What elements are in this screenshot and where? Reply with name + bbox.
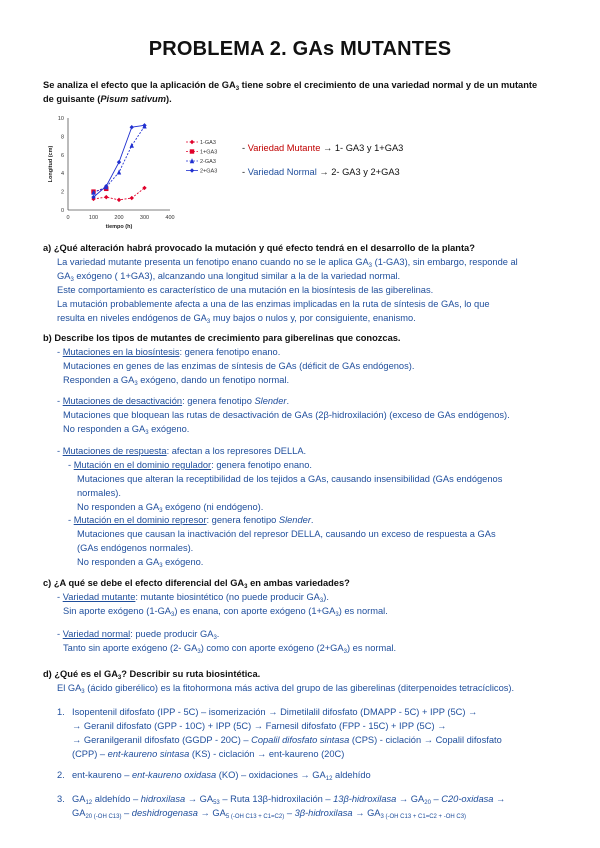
y-tick-label: 10 (57, 116, 64, 122)
y-tick-label: 8 (60, 134, 64, 141)
data-point-1-GA3 (104, 195, 108, 199)
answer-c-normal: - Variedad normal: puede producir $GA_3$. Tanto sin aporte exógeno (2- $GA_3$) como con aporte exógeno $(2+GA_3)$ es normal. (57, 629, 397, 655)
answer-b-regulador: - Mutación en el dominio regulador: genera fenotipo enano. Mutaciones que alteran la receptibilidad de los tejidos a GAs, causando insensibilidad (GAs endógenos normales). No responden a $GA_3$ exógeno (ni endógeno). (68, 460, 503, 514)
answer-d-intro: El $GA_3$ (ácido giberélico) es la fitohormona más activa del grupo de las giberelinas (diterpenoides tetracíclicos). (57, 683, 515, 695)
answer-d-step-3: 3. $GA_{12}$ aldehído – hidroxilasa → $GA_{53}$ – Ruta 13β-hidroxilación – 13β-hidroxilasa → $GA_{20}$ – C20-oxidasa → $GA_{20 (-OH C13)}$ – deshidrogenasa → $GA_{5 (-OH C13 + C1=C2)}$ – 3β-hidroxilasa → $GA_{3 (-OH C13 + C1=C2 + -OH C3)}$ (57, 794, 506, 820)
legend-marker (190, 140, 194, 144)
y-axis-label: Longitud (cm) (48, 145, 54, 183)
x-tick-label: 400 (165, 215, 175, 221)
y-tick-label: 2 (60, 189, 64, 196)
legend-note-normal: - Variedad Normal → 2- GA3 y 2+GA3 (242, 167, 400, 177)
x-tick-label: 100 (88, 215, 99, 221)
data-point-1-GA3 (117, 198, 121, 202)
y-tick-label: 0 (60, 208, 64, 214)
x-tick-label: 300 (139, 215, 150, 221)
y-tick-label: 6 (60, 152, 64, 159)
legend-marker (190, 149, 194, 153)
data-point-2+GA3 (117, 160, 121, 164)
answer-b-biosintesis: - Mutaciones en la biosíntesis: genera fenotipo enano. Mutaciones en genes de las enzimas de síntesis de GAs (déficit de GAs endógenos). Responden a $GA_3$ exógeno, dando un fenotipo normal. (57, 347, 415, 387)
y-tick-label: 4 (60, 171, 64, 178)
data-point-2+GA3 (142, 123, 146, 127)
legend-entry: 2+GA3 (200, 168, 218, 175)
x-axis-label: tiempo (h) (105, 224, 133, 230)
legend-entry: 1-GA3 (200, 140, 216, 146)
question-a: a) ¿Qué alteración habrá provocado la mutación y qué efecto tendrá en el desarrollo de la planta? (43, 243, 475, 253)
data-point-1-GA3 (130, 196, 134, 200)
growth-chart (40, 110, 218, 258)
answer-d-step-2: 2. ent-kaureno – ent-kaureno oxidasa (KO) – oxidaciones → $GA_{12}$ aldehído (57, 770, 371, 782)
question-d: d) ¿Qué es el $GA_3$? Describir su ruta biosintética. (43, 669, 261, 681)
data-point-2+GA3 (130, 125, 134, 129)
intro-paragraph: Se analiza el efecto que la aplicación de $GA_3$ tiene sobre el crecimiento de una variedad normal y de un mutante de guisante (Pisum sativum). (43, 80, 538, 104)
legend-note-mutante: - Variedad Mutante → 1- GA3 y 1+GA3 (242, 143, 404, 153)
x-tick-label: 200 (114, 215, 124, 221)
answer-c-mutante: - Variedad mutante: mutante biosintético (no puede producir $GA_3$). Sin aporte exógeno $(1-GA_3)$ es enana, con aporte exógeno $(1+GA_3)$ es normal. (57, 592, 388, 618)
answer-d-step-1: 1. Isopentenil difosfato (IPP - 5C) – isomerización → Dimetilalil difosfato (DMAPP - 5C) + IPP (5C) → → Geranil difosfato (GPP - 10C) + IPP (5C) → Farnesil difosfato (FPP - 15C) + IPP (5C) → → Geranilgeranil difosfato (GGDP - 20C) – Copalil difosfato sintasa (CPS) - ciclación → Copalil difosfato (CPP) – ent-kaureno sintasa (KS) - ciclación → ent-kaureno (20C) (57, 707, 502, 759)
series-line-2-GA3 (94, 126, 145, 192)
x-tick-label: 0 (66, 215, 70, 221)
question-b: b) Describe los tipos de mutantes de crecimiento para giberelinas que conozcas. (43, 333, 401, 343)
question-c: c) ¿A qué se debe el efecto diferencial del $GA_3$ en ambas variedades? (43, 578, 350, 590)
answer-b-desactivacion: - Mutaciones de desactivación: genera fenotipo Slender. Mutaciones que bloquean las rutas de desactivación de GAs (2β-hidroxilación) (exceso de GAs endógenos). No responden a $GA_3$ exógeno. (57, 396, 510, 436)
answer-a: La variedad mutante presenta un fenotipo enano cuando no se le aplica $GA_3$ (1-GA3), sin embargo, responde al $GA_3$ exógeno ( 1+GA3), alcanzando una longitud similar a la de la variedad normal. Este comportamiento es característico de una mutación en la biosíntesis de las giberelinas. La mutación probablemente afecta a una de las enzimas implicadas en la ruta de síntesis de GAs, lo que resulta en niveles endógenos de $GA_3$ muy bajos o nulos y, por consiguiente, enanismo. (57, 257, 518, 325)
page-title: PROBLEMA 2. GAs MUTANTES (148, 38, 452, 60)
legend-entry: 1+GA3 (200, 149, 218, 156)
answer-b-represor: - Mutación en el dominio represor: genera fenotipo Slender. Mutaciones que causan la inactivación del represor DELLA, causando un exceso de respuesta a GAs (GAs endógenos normales). No responden a $GA_3$ exógeno. (68, 515, 496, 569)
data-point-2-GA3 (130, 143, 134, 148)
data-point-2-GA3 (117, 170, 121, 175)
answer-b-respuesta: - Mutaciones de respuesta: afectan a los represores DELLA. (57, 446, 307, 456)
legend-marker (190, 168, 194, 172)
legend-entry: 2-GA3 (200, 159, 216, 165)
